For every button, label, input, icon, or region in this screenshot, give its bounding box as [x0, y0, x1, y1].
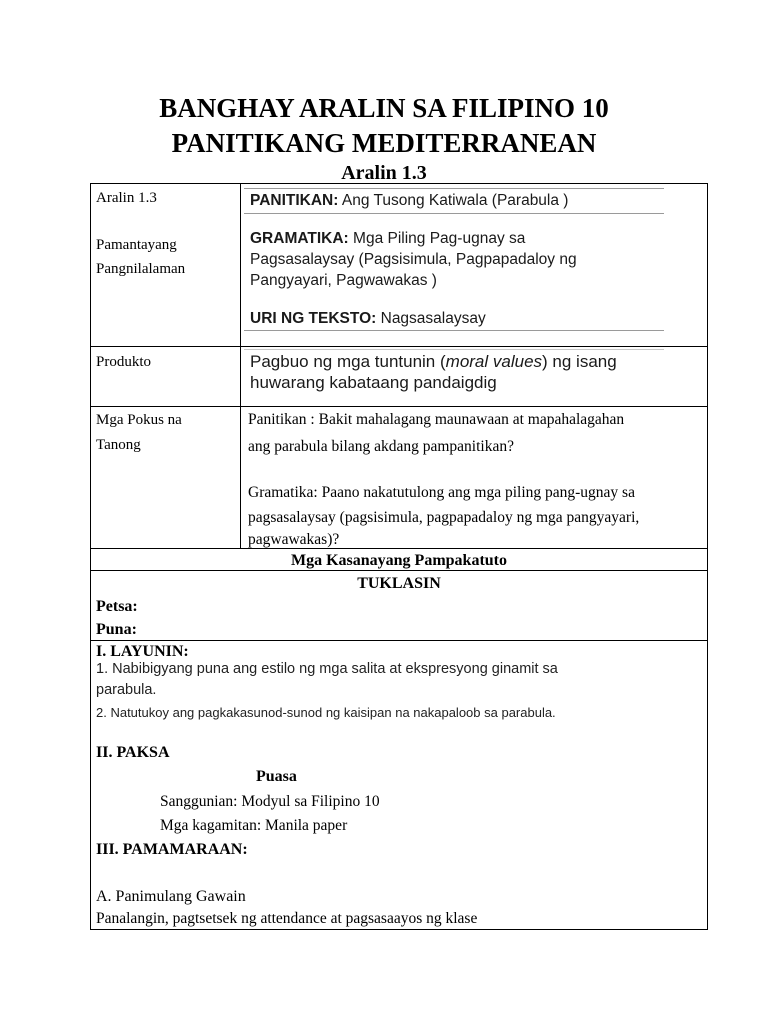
produkto-text: Pagbuo ng mga tuntunin ( [250, 352, 446, 371]
layunin-heading: I. LAYUNIN: [96, 643, 189, 660]
uri-label: URI NG TEKSTO: [250, 310, 377, 327]
objective-2: 2. Natutukoy ang pagkakasunod-sunod ng kaisipan na nakapaloob sa parabula. [96, 705, 556, 720]
pamantayang-label: Pamantayang [96, 237, 177, 253]
image-border-top [244, 188, 664, 189]
image-divider [244, 213, 664, 214]
gramatika-line-1 [250, 228, 525, 250]
pokus-question-2: Gramatika: Paano nakatutulong ang mga piling pang-ugnay sa [248, 484, 635, 501]
uri-line [250, 308, 486, 330]
tuklasin-heading: TUKLASIN [357, 575, 441, 592]
moral-values-text: moral values [445, 352, 543, 371]
produkto-label: Produkto [96, 354, 152, 370]
gramatika-label: GRAMATIKA: [250, 230, 349, 247]
puna-label: Puna: [96, 621, 137, 638]
pamamaraan-heading: III. PAMAMARAAN: [96, 841, 248, 858]
pokus-question-1b: ang parabula bilang akdang pampanitikan? [248, 438, 514, 455]
produkto-line-1 [250, 351, 617, 373]
panitikan-value: Ang Tusong Katiwala (Parabula ) [338, 192, 569, 209]
row-divider [90, 346, 708, 347]
objective-1-cont: parabula. [96, 682, 157, 698]
kagamitan-text: Mga kagamitan: Manila paper [160, 817, 348, 834]
gramatika-line-2: Pagsasalaysay (Pagsisimula, Pagpapadaloy ng [250, 251, 577, 268]
panimula-heading: A. Panimulang Gawain [96, 888, 246, 905]
objective-1: 1. Nabibigyang puna ang estilo ng mga salita at ekspresyong ginamit sa [96, 661, 558, 677]
pokus-question-2c: pagwawakas)? [248, 531, 340, 548]
tanong-label: Tanong [96, 437, 141, 453]
column-divider [240, 183, 241, 548]
topic-title: Puasa [256, 768, 297, 785]
pokus-label: Mga Pokus na [96, 412, 182, 428]
document-subtitle: PANITIKANG MEDITERRANEAN [171, 128, 597, 158]
kasanayang-heading: Mga Kasanayang Pampakatuto [290, 552, 508, 569]
petsa-label: Petsa: [96, 598, 138, 615]
aralin-label: Aralin 1.3 [96, 190, 157, 206]
document-title: BANGHAY ARALIN SA FILIPINO 10 [159, 93, 609, 123]
gramatika-line-3: Pangyayari, Pagwawakas ) [250, 272, 437, 289]
paksa-heading: II. PAKSA [96, 744, 170, 761]
sanggunian-text: Sanggunian: Modyul sa Filipino 10 [160, 793, 380, 810]
pokus-question-2b: pagsasalaysay (pagsisimula, pagpapadaloy ng mga pangyayari, [248, 509, 640, 526]
produkto-text: ) ng isang [542, 352, 617, 371]
lesson-number-heading: Aralin 1.3 [341, 162, 427, 184]
pokus-question-1: Panitikan : Bakit mahalagang maunawaan at mapahalagahan [248, 411, 625, 428]
produkto-line-2: huwarang kabataang pandaigdig [250, 373, 497, 392]
panalangin-text: Panalangin, pagtsetsek ng attendance at pagsasaayos ng klase [96, 910, 478, 927]
panitikan-label: PANITIKAN: [250, 192, 339, 209]
uri-value: Nagsasalaysay [376, 310, 486, 327]
row-divider [90, 548, 708, 549]
image-border-bottom [244, 330, 664, 331]
panitikan-line [250, 190, 568, 212]
pangnilalaman-label: Pangnilalaman [96, 261, 186, 277]
image-border-top [244, 349, 664, 350]
gramatika-value: Mga Piling Pag-ugnay sa [348, 230, 526, 247]
row-divider [90, 406, 708, 407]
